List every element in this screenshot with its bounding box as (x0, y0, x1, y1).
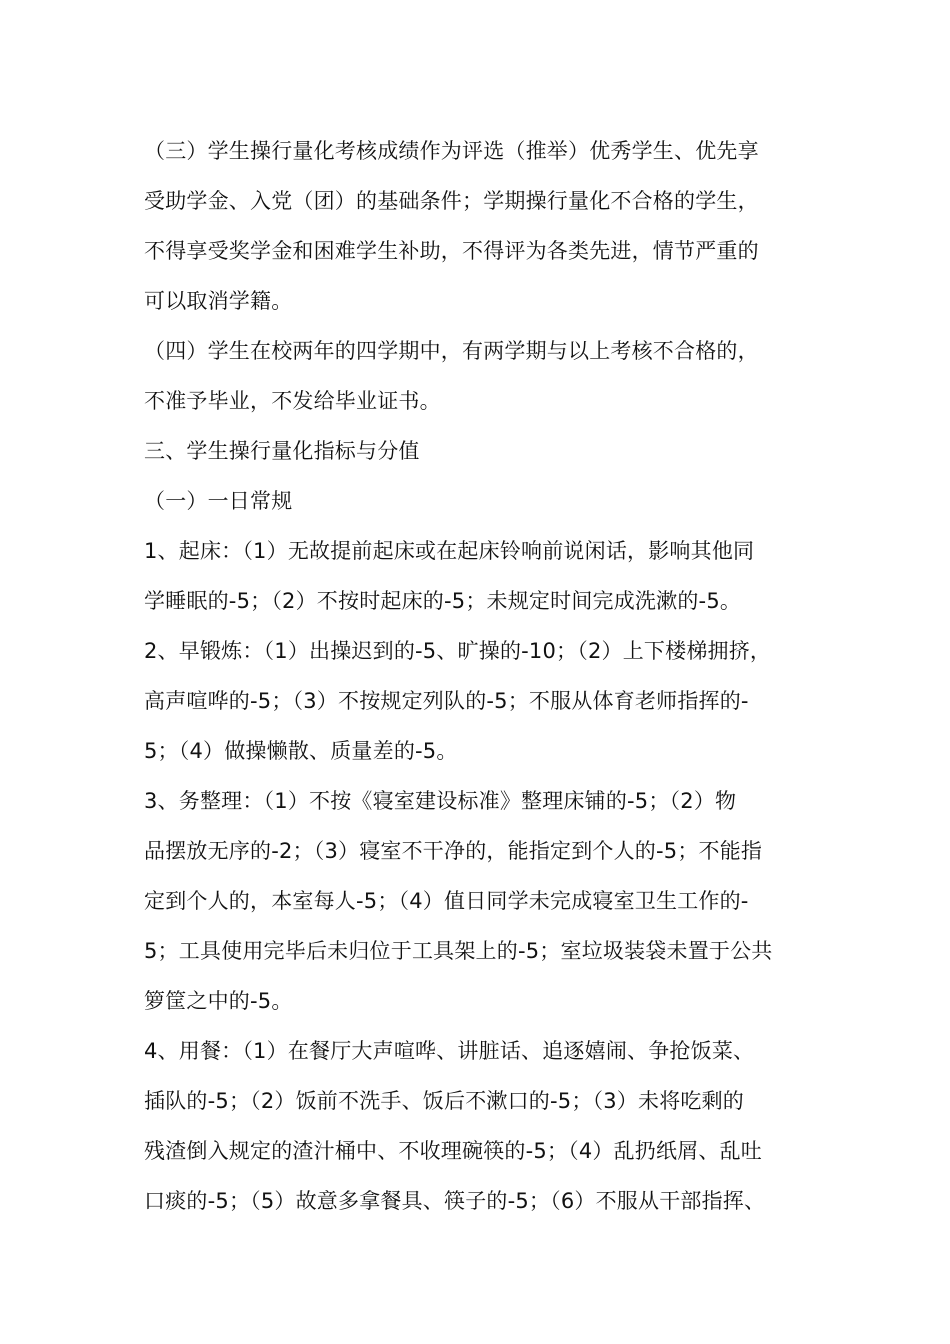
text-line: 不准予毕业，不发给毕业证书。 (144, 389, 441, 413)
text-line: （三）学生操行量化考核成绩作为评选（推举）优秀学生、优先享 (144, 139, 759, 163)
text-line: 3、务整理：（1）不按《寝室建设标准》整理床铺的-5；（2）物 (144, 789, 737, 813)
text-line: 高声喧哗的-5；（3）不按规定列队的-5；不服从体育老师指挥的- (144, 689, 749, 713)
text-line: （四）学生在校两年的四学期中，有两学期与以上考核不合格的， (144, 339, 759, 363)
text-line: 5；（4）做操懒散、质量差的-5。 (144, 739, 458, 763)
section-heading: 三、学生操行量化指标与分值 (144, 439, 420, 463)
text-line: 口痰的-5；（5）故意多拿餐具、筷子的-5；（6）不服从干部指挥、 (144, 1189, 766, 1213)
text-line: 学睡眠的-5；（2）不按时起床的-5；未规定时间完成洗漱的-5。 (144, 589, 742, 613)
text-line: 1、起床：（1）无故提前起床或在起床铃响前说闲话，影响其他同 (144, 539, 755, 563)
text-line: 受助学金、入党（团）的基础条件；学期操行量化不合格的学生， (144, 189, 759, 213)
text-line: 定到个人的，本室每人-5；（4）值日同学未完成寝室卫生工作的- (144, 889, 749, 913)
text-line: 品摆放无序的-2；（3）寝室不干净的，能指定到个人的-5；不能指 (144, 839, 763, 863)
text-line: 不得享受奖学金和困难学生补助，不得评为各类先进，情节严重的 (144, 239, 759, 263)
text-line: 5；工具使用完毕后未归位于工具架上的-5；室垃圾装袋未置于公共 (144, 939, 773, 963)
text-line: 箩筐之中的-5。 (144, 989, 293, 1013)
subsection-heading: （一）一日常规 (144, 489, 293, 513)
document-body (144, 126, 820, 1226)
text-line: 残渣倒入规定的渣汁桶中、不收理碗筷的-5；（4）乱扔纸屑、乱吐 (144, 1139, 762, 1163)
text-line: 可以取消学籍。 (144, 289, 293, 313)
text-line: 2、早锻炼：（1）出操迟到的-5、旷操的-10；（2）上下楼梯拥挤， (144, 639, 772, 663)
text-line: 插队的-5；（2）饭前不洗手、饭后不漱口的-5；（3）未将吃剩的 (144, 1089, 744, 1113)
text-line: 4、用餐：（1）在餐厅大声喧哗、讲脏话、追逐嬉闹、争抢饭菜、 (144, 1039, 755, 1063)
